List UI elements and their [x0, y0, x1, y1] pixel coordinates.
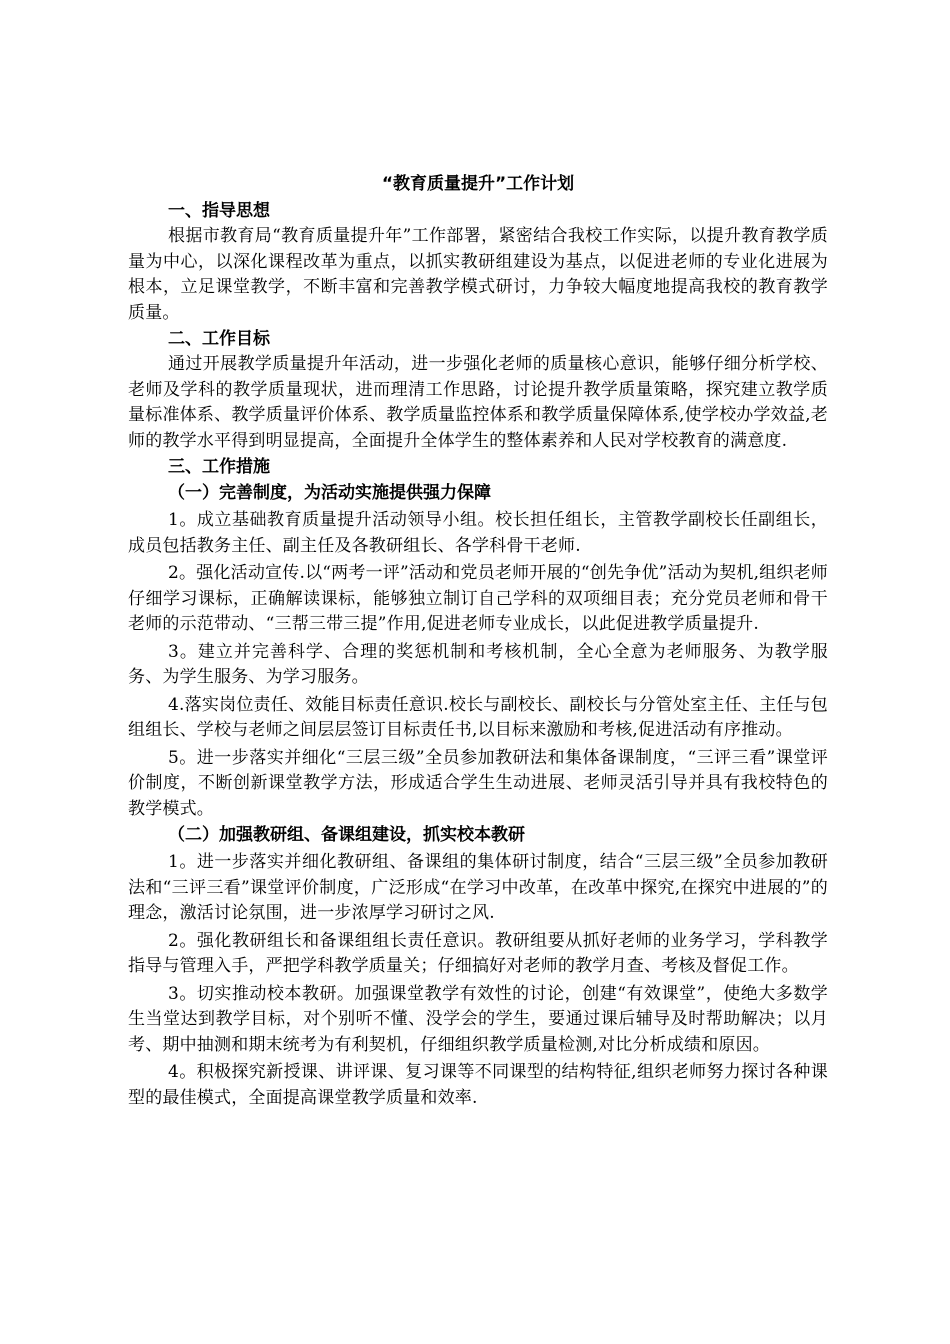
section-heading-guiding-thought: 一、指导思想: [168, 201, 270, 221]
paragraph: 2。强化活动宣传.以“两考一评”活动和党员老师开展的“创先争优”活动为契机,组织老师仔细学习课标，正确解读课标，能够独立制订自己学科的双项细目表；充分党员老师和骨干老师的示范带动、“三帮三带三提”作用,促进老师专业成长，以此促进教学质量提升.: [128, 563, 828, 634]
paragraph: 通过开展教学质量提升年活动，进一步强化老师的质量核心意识，能够仔细分析学校、老师及学科的教学质量现状，进而理清工作思路，讨论提升教学质量策略，探究建立教学质量标准体系、教学质量评价体系、教学质量监控体系和教学质量保障体系,使学校办学效益,老师的教学水平得到明显提高，全面提升全体学生的整体素养和人民对学校教育的满意度.: [128, 354, 828, 451]
paragraph: 1。进一步落实并细化教研组、备课组的集体研讨制度，结合“三层三级”全员参加教研法和“三评三看”课堂评价制度，广泛形成“在学习中改革，在改革中探究,在探究中进展的”的理念，激活讨论氛围，进一步浓厚学习研讨之风.: [128, 852, 828, 923]
paragraph: 3。建立并完善科学、合理的奖惩机制和考核机制，全心全意为老师服务、为教学服务、为学生服务、为学习服务。: [128, 641, 828, 687]
section-heading-work-goals: 二、工作目标: [168, 329, 270, 349]
document-title: “教育质量提升”工作计划: [381, 174, 575, 194]
subsection-heading-improve-system: （一）完善制度，为活动实施提供强力保障: [168, 483, 491, 503]
paragraph: 4.落实岗位责任、效能目标责任意识.校长与副校长、副校长与分管处室主任、主任与包组组长、学校与老师之间层层签订目标责任书,以目标来激励和考核,促进活动有序推动。: [128, 694, 828, 740]
paragraph: 根据市教育局“教育质量提升年”工作部署，紧密结合我校工作实际，以提升教育教学质量为中心，以深化课程改革为重点，以抓实教研组建设为基点，以促进老师的专业化进展为根本，立足课堂教学，不断丰富和完善教学模式研讨，力争较大幅度地提高我校的教育教学质量。: [128, 226, 828, 323]
paragraph: 1。成立基础教育质量提升活动领导小组。校长担任组长，主管教学副校长任副组长，成员包括教务主任、副主任及各教研组长、各学科骨干老师.: [128, 510, 828, 556]
subsection-heading-teaching-research: （二）加强教研组、备课组建设，抓实校本教研: [168, 825, 525, 845]
paragraph: 4。积极探究新授课、讲评课、复习课等不同课型的结构特征,组织老师努力探讨各种课型的最佳模式，全面提高课堂教学质量和效率.: [128, 1062, 828, 1108]
document-body: [128, 170, 828, 1111]
paragraph: 2。强化教研组长和备课组组长责任意识。教研组要从抓好老师的业务学习，学科教学指导与管理入手，严把学科教学质量关；仔细搞好对老师的教学月查、考核及督促工作。: [128, 930, 828, 976]
paragraph: 3。切实推动校本教研。加强课堂教学有效性的讨论，创建“有效课堂”，使绝大多数学生当堂达到教学目标，对个别听不懂、没学会的学生，要通过课后辅导及时帮助解决；以月考、期中抽测和期末统考为有利契机，仔细组织教学质量检测,对比分析成绩和原因。: [128, 983, 828, 1055]
paragraph: 5。进一步落实并细化“三层三级”全员参加教研法和集体备课制度，“三评三看”课堂评价制度，不断创新课堂教学方法，形成适合学生生动进展、老师灵活引导并具有我校特色的教学模式。: [128, 747, 828, 819]
section-heading-work-measures: 三、工作措施: [168, 457, 270, 477]
